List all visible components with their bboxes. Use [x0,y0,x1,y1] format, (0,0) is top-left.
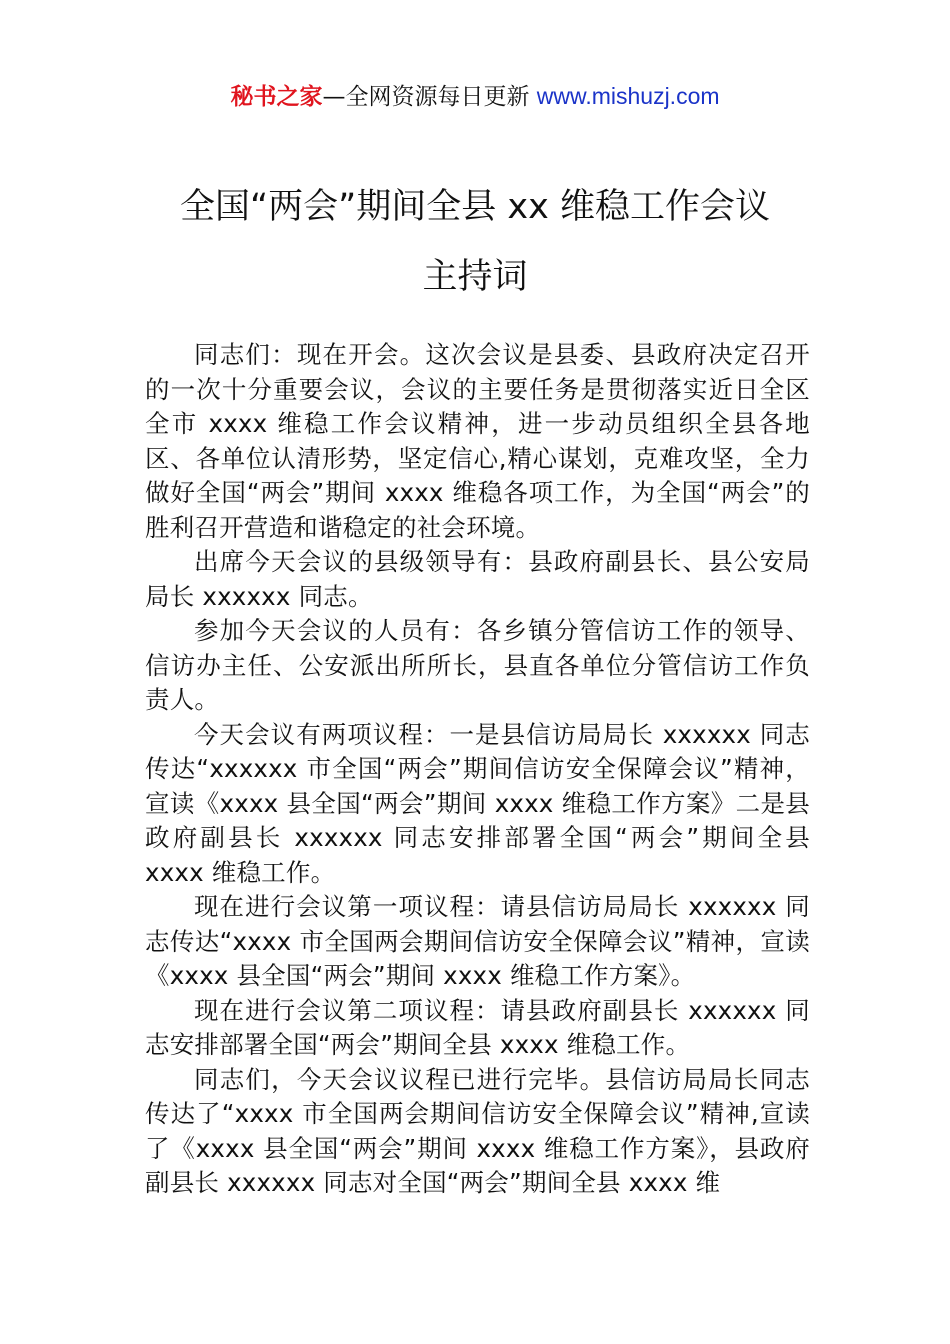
site-tagline: —全网资源每日更新 [322,84,537,110]
paragraph-agenda-item-2: 现在进行会议第二项议程：请县政府副县长 xxxxxx 同志安排部署全国“两会”期间全县 xxxx 维稳工作。 [145,995,810,1059]
paragraph-agenda: 今天会议有两项议程：一是县信访局局长 xxxxxx 同志传达“xxxxxx 市全国“两会”期间信访安全保障会议”精神，宣读《xxxx 县全国“两会”期间 xxxx 维稳工作方案》二是县政府副县长 xxxxxx 同志安排部署全国“两会”期间全县 xxxx 维稳工作。 [145,719,810,887]
paragraph-participants: 参加今天会议的人员有：各乡镇分管信访工作的领导、信访办主任、公安派出所所长，县直各单位分管信访工作负责人。 [145,616,810,714]
document-body [145,338,810,1201]
paragraph-agenda-item-1: 现在进行会议第一项议程：请县信访局局长 xxxxxx 同志传达“xxxx 市全国两会期间信访安全保障会议”精神，宣读《xxxx 县全国“两会”期间 xxxx 维稳工作方案》。 [145,892,810,990]
site-url-link[interactable]: www.mishuzj.com [536,83,720,109]
paragraph-closing: 同志们，今天会议议程已进行完毕。县信访局局长同志传达了“xxxx 市全国两会期间信访安全保障会议”精神,宣读了《xxxx 县全国“两会”期间 xxxx 维稳工作方案》，县政府副县长 xxxxxx 同志对全国“两会”期间全县 xxxx 维 [145,1064,810,1197]
paragraph-attending-leaders: 出席今天会议的县级领导有：县政府副县长、县公安局局长 xxxxxx 同志。 [145,547,810,611]
document-title-line-1: 全国“两会”期间全县 xx 维稳工作会议 [180,187,770,227]
paragraph-opening: 同志们：现在开会。这次会议是县委、县政府决定召开的一次十分重要会议，会议的主要任务是贯彻落实近日全区全市 xxxx 维稳工作会议精神，进一步动员组织全县各地区、各单位认清形势，坚定信心,精心谋划，克难攻坚，全力做好全国“两会”期间 xxxx 维稳各项工作，为全国“两会”的胜利召开营造和谐稳定的社会环境。 [145,340,810,542]
document-title [60,172,890,312]
site-header [0,80,950,113]
document-title-line-2: 主持词 [422,257,528,297]
site-brand: 秘书之家 [230,84,323,110]
